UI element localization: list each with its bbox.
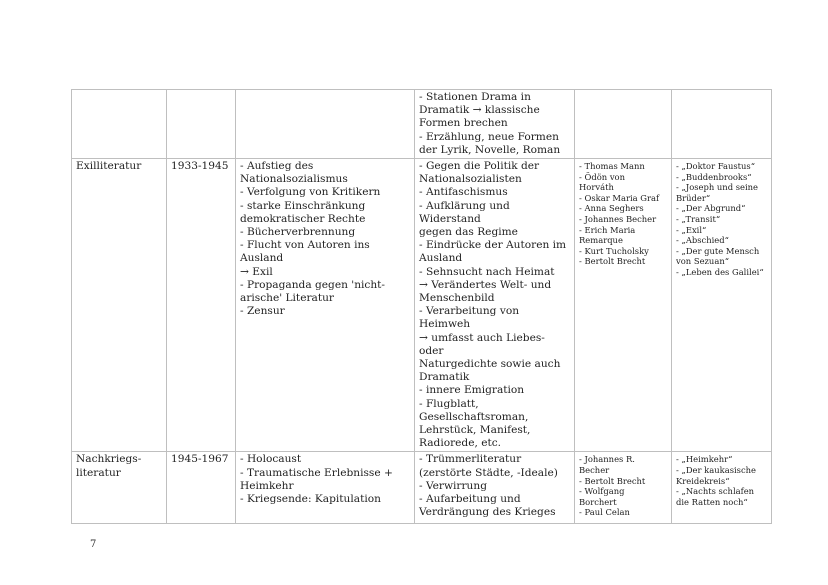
features-cell: - Stationen Drama in Dramatik → klassische Formen brechen - Erzählung, neue Formen der Lyrik, Novelle, Roman [415,90,575,159]
works-cell: - „Heimkehr“ - „Der kaukasische Kreidekreis“ - „Nachts schlafen die Ratten noch“ [672,452,772,524]
history-cell [236,90,415,159]
authors-cell: - Johannes R. Becher - Bertolt Brecht - Wolfgang Borchert - Paul Celan [575,452,672,524]
literature-epochs-table [71,89,772,524]
authors-cell: - Thomas Mann - Ödön von Horváth - Oskar Maria Graf - Anna Seghers - Johannes Becher - Erich Maria Remarque - Kurt Tucholsky - Bertolt Brecht [575,159,672,452]
works-cell [672,90,772,159]
history-cell: - Aufstieg des Nationalsozialismus - Verfolgung von Kritikern - starke Einschränkung demokratischer Rechte - Bücherverbrennung - Flucht von Autoren ins Ausland → Exil - Propaganda gegen 'nicht- arische' Literatur - Zensur [236,159,415,452]
table-row-nachkriegsliteratur [72,452,772,524]
history-cell: - Holocaust - Traumatische Erlebnisse + Heimkehr - Kriegsende: Kapitulation [236,452,415,524]
authors-cell [575,90,672,159]
epoch-cell: Nachkriegs- literatur [72,452,167,524]
period-cell: 1933-1945 [167,159,236,452]
epoch-cell: Exilliteratur [72,159,167,452]
period-cell: 1945-1967 [167,452,236,524]
features-cell: - Trümmerliteratur (zerstörte Städte, -Ideale) - Verwirrung - Aufarbeitung und Verdrängung des Krieges [415,452,575,524]
period-cell [167,90,236,159]
table-row-exilliteratur [72,159,772,452]
epoch-cell [72,90,167,159]
works-cell: - „Doktor Faustus“ - „Buddenbrooks“ - „Joseph und seine Brüder“ - „Der Abgrund“ - „Transit“ - „Exil“ - „Abschied“ - „Der gute Mensch von Sezuan“ - „Leben des Galilei“ [672,159,772,452]
page-number: 7 [90,539,97,550]
features-cell: - Gegen die Politik der Nationalsozialisten - Antifaschismus - Aufklärung und Widerstand gegen das Regime - Eindrücke der Autoren im Ausland - Sehnsucht nach Heimat → Verändertes Welt- und Menschenbild - Verarbeitung von Heimweh → umfasst auch Liebes- oder Naturgedichte sowie auch Dramatik - innere Emigration - Flugblatt, Gesellschaftsroman, Lehrstück, Manifest, Radiorede, etc. [415,159,575,452]
table-row-continued [72,90,772,159]
